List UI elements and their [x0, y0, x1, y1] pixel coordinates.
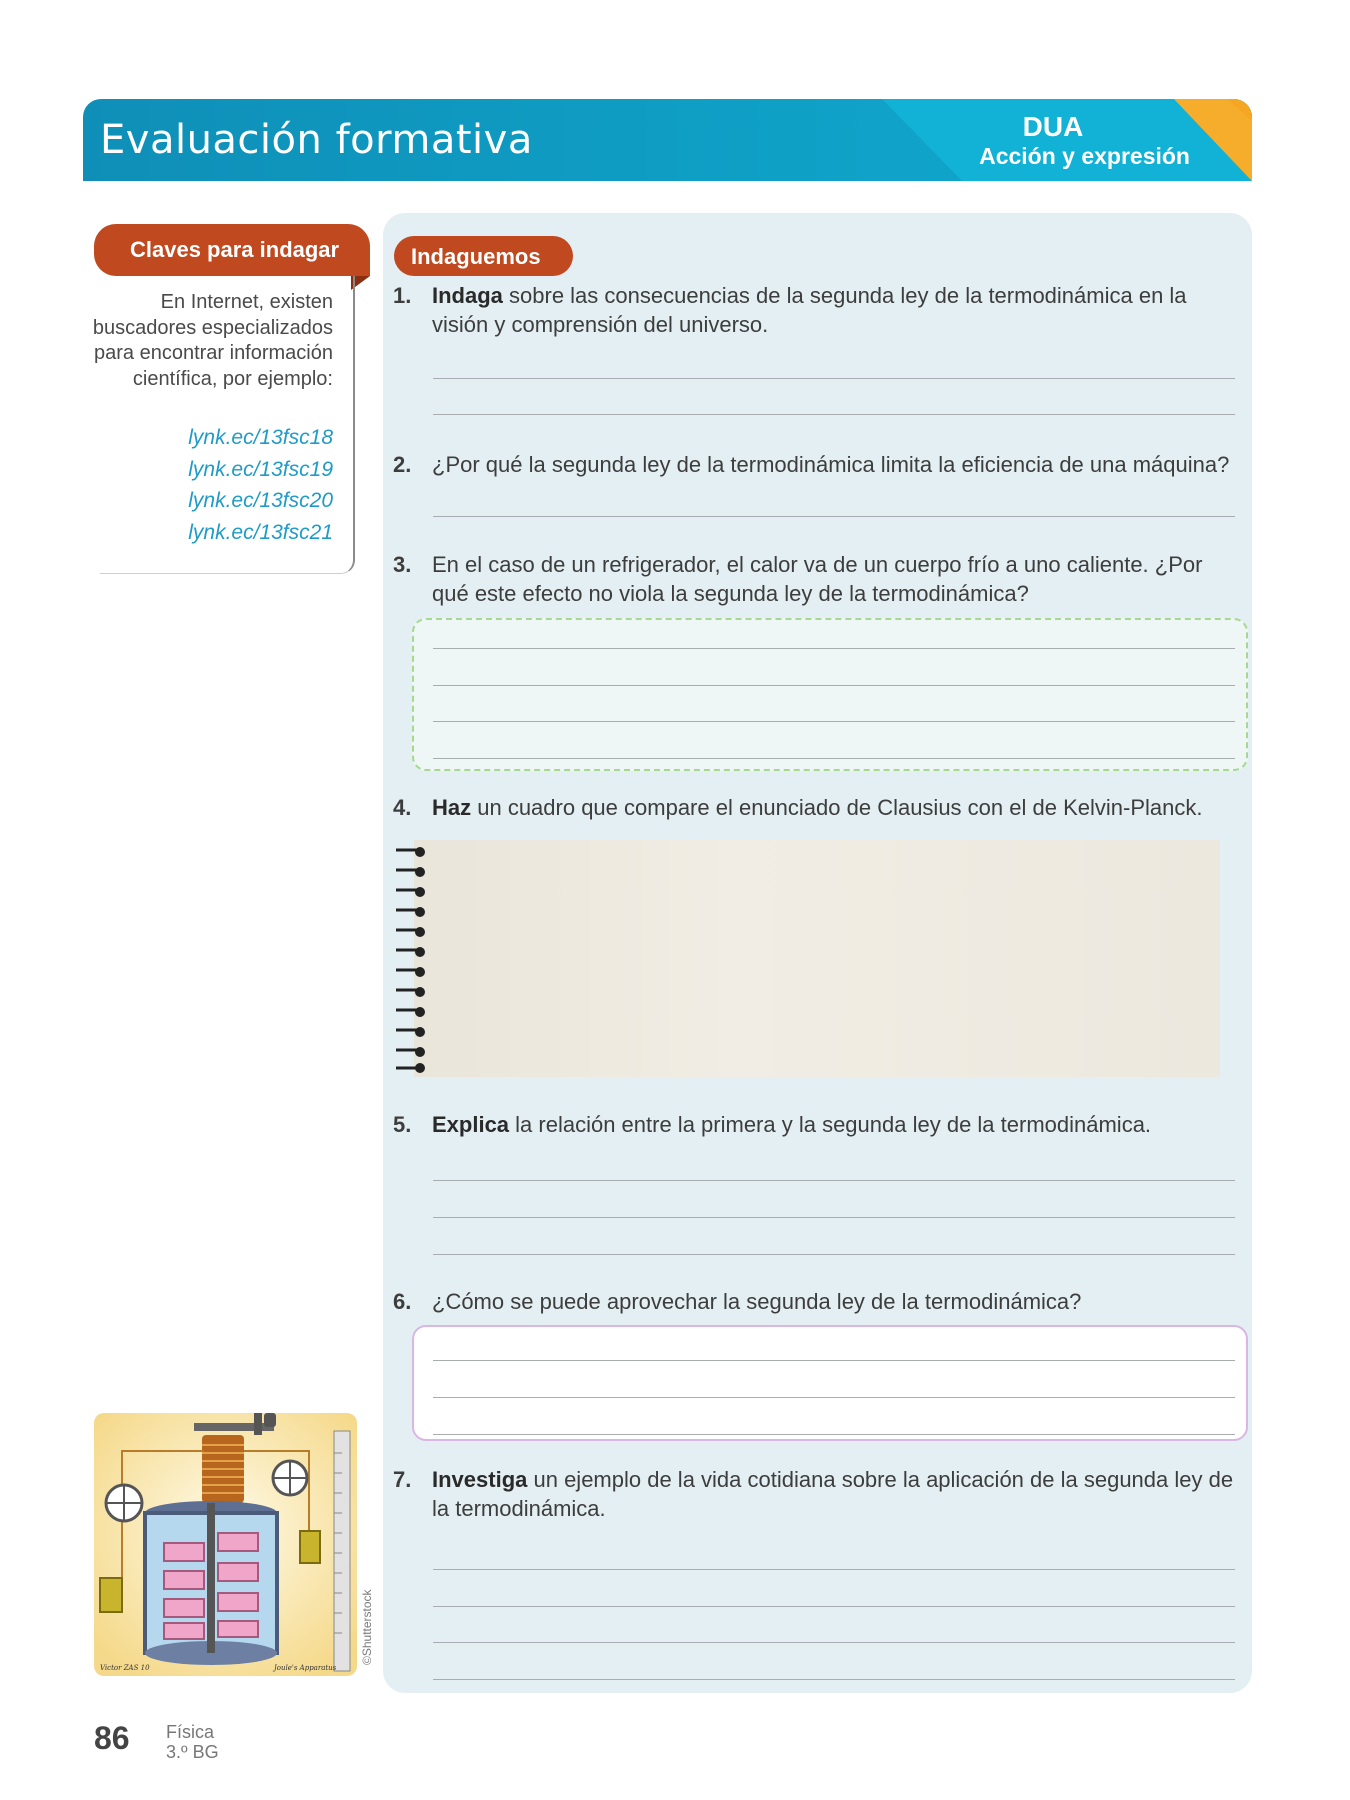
question-2: 2. ¿Por qué la segunda ley de la termodinámica limita la eficiencia de una máquina? [393, 452, 1230, 477]
answer-line[interactable] [433, 1360, 1235, 1361]
question-3: 3. En el caso de un refrigerador, el calor va de un cuerpo frío a uno caliente. ¿Por qué este efecto no viola la segunda ley de la termodinámica? [393, 552, 1203, 606]
answer-line[interactable] [433, 1254, 1235, 1255]
dua-badge [882, 99, 1252, 181]
dua-title: DUA [1022, 111, 1084, 142]
answer-line[interactable] [433, 1606, 1235, 1607]
answer-line[interactable] [433, 378, 1235, 379]
claves-box [92, 276, 355, 574]
link-13fsc19[interactable]: lynk.ec/13fsc19 [188, 457, 333, 481]
answer-line[interactable] [433, 1679, 1235, 1680]
question-4: 4. Haz un cuadro que compare el enunciado de Clausius con el de Kelvin-Planck. [393, 795, 1203, 820]
dua-subtitle: Acción y expresión [979, 143, 1190, 169]
joule-apparatus-illustration [94, 1413, 357, 1676]
page-number: 86 [94, 1720, 130, 1756]
link-13fsc21[interactable]: lynk.ec/13fsc21 [188, 520, 333, 544]
answer-box-3[interactable] [412, 618, 1248, 771]
link-13fsc20[interactable]: lynk.ec/13fsc20 [188, 489, 333, 512]
subject-grade: 3.º BG [166, 1742, 219, 1762]
header-banner [83, 99, 1252, 181]
footer-subject [166, 1722, 219, 1762]
question-6: 6. ¿Cómo se puede aprovechar la segunda ley de la termodinámica? [393, 1289, 1082, 1314]
notebook-drawing-area[interactable] [414, 840, 1220, 1077]
answer-line[interactable] [433, 648, 1235, 649]
answer-line[interactable] [433, 516, 1235, 517]
image-credit: ©Shutterstock [360, 1589, 374, 1665]
question-1: 1. Indaga sobre las consecuencias de la segunda ley de la termodinámica en la visión y comprensión del universo. [393, 283, 1187, 337]
image-caption-right: Joule's Apparatus [274, 1664, 337, 1672]
answer-line[interactable] [433, 1434, 1235, 1435]
indaguemos-tab: Indaguemos [394, 236, 573, 276]
answer-line[interactable] [433, 685, 1235, 686]
answer-line[interactable] [433, 1569, 1235, 1570]
page-title: Evaluación formativa [100, 117, 533, 163]
subject-name: Física [166, 1722, 215, 1742]
question-7: 7. Investiga un ejemplo de la vida cotidiana sobre la aplicación de la segunda ley de la termodinámica. [393, 1467, 1234, 1521]
claves-text: En Internet, existen buscadores especializados para encontrar información científica, por ejemplo: [92, 291, 333, 390]
answer-line[interactable] [433, 1397, 1235, 1398]
question-5: 5. Explica la relación entre la primera y la segunda ley de la termodinámica. [393, 1112, 1152, 1137]
joule-apparatus-image [94, 1413, 357, 1676]
claves-links [188, 422, 333, 548]
notebook-spiral-icon [394, 842, 426, 1074]
answer-line[interactable] [433, 758, 1235, 759]
answer-line[interactable] [433, 414, 1235, 415]
link-13fsc18[interactable]: lynk.ec/13fsc18 [188, 426, 333, 449]
answer-line[interactable] [433, 721, 1235, 722]
answer-line[interactable] [433, 1180, 1235, 1181]
answer-line[interactable] [433, 1217, 1235, 1218]
answer-line[interactable] [433, 1642, 1235, 1643]
answer-box-6[interactable] [412, 1325, 1248, 1441]
image-caption-left: Victor ZAS 10 [100, 1664, 150, 1672]
claves-tab: Claves para indagar [94, 224, 370, 276]
